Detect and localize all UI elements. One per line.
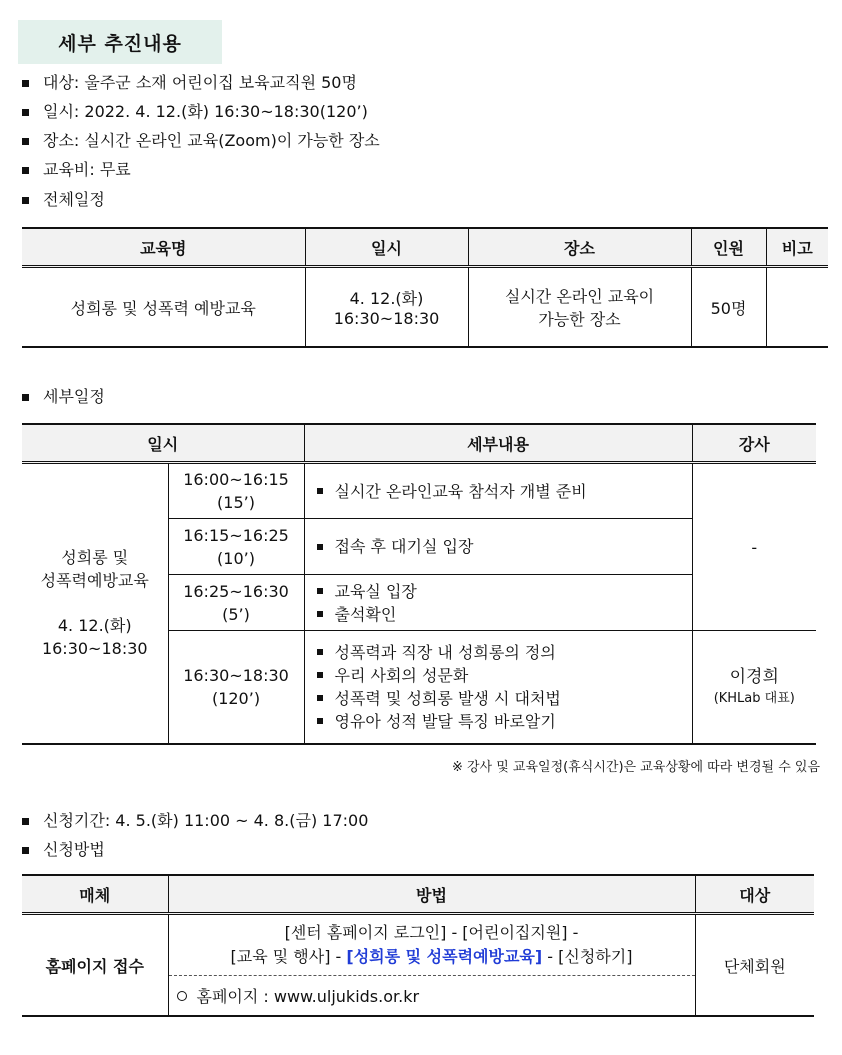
- schedule-label-item: [22, 189, 105, 211]
- place-item: [22, 130, 380, 152]
- square-bullet-icon: [317, 718, 323, 724]
- highlight-course: [성희롱 및 성폭력예방교육]: [346, 947, 543, 966]
- instructor-cell: 이경희 (KHLab 대표): [692, 631, 816, 744]
- header-audience: 대상: [695, 875, 814, 914]
- header-instructor: 강사: [692, 424, 816, 463]
- fee-text: 교육비: 무료: [43, 160, 131, 179]
- detail-table: [22, 423, 816, 745]
- table-row: [22, 914, 814, 1017]
- method-label: 신청방법: [43, 840, 105, 859]
- target-item: [22, 72, 357, 94]
- header-place: 장소: [468, 228, 691, 267]
- header-content: 세부내용: [304, 424, 692, 463]
- medium-cell: 홈페이지 접수: [22, 914, 168, 1017]
- square-bullet-icon: [317, 611, 323, 617]
- content-cell: 실시간 온라인교육 참석자 개별 준비: [304, 463, 692, 519]
- period-item: [22, 810, 368, 832]
- target-text: 대상: 울주군 소재 어린이집 보육교직원 50명: [43, 73, 357, 92]
- square-bullet-icon: [22, 167, 29, 174]
- method-path: [센터 홈페이지 로그인] - [어린이집지원] - [교육 및 행사] - [성희롱 및 성폭력예방교육] - [신청하기]: [169, 915, 695, 976]
- square-bullet-icon: [317, 488, 323, 494]
- audience-cell: 단체회원: [695, 914, 814, 1017]
- homepage-line: [169, 976, 695, 1015]
- course-remark: [766, 267, 828, 348]
- place-text: 장소: 실시간 온라인 교육(Zoom)이 가능한 장소: [43, 131, 380, 150]
- fee-item: [22, 159, 131, 181]
- header-count: 인원: [691, 228, 766, 267]
- datetime-item: [22, 101, 368, 123]
- time-cell: 16:00~16:15 (15’): [168, 463, 304, 519]
- homepage-link[interactable]: 홈페이지 : www.uljukids.or.kr: [196, 987, 420, 1006]
- detail-label: 세부일정: [43, 387, 105, 406]
- header-date: 일시: [305, 228, 468, 267]
- course-count: 50명: [691, 267, 766, 348]
- application-table: [22, 874, 814, 1017]
- square-bullet-icon: [22, 138, 29, 145]
- content-cell: 교육실 입장 출석확인: [304, 575, 692, 631]
- header-course-name: 교육명: [22, 228, 305, 267]
- method-cell: [168, 914, 695, 1017]
- header-medium: 매체: [22, 875, 168, 914]
- square-bullet-icon: [22, 394, 29, 401]
- square-bullet-icon: [317, 544, 323, 550]
- header-datetime: 일시: [22, 424, 304, 463]
- circle-bullet-icon: [177, 991, 187, 1001]
- square-bullet-icon: [22, 80, 29, 87]
- content-cell: 접속 후 대기실 입장: [304, 519, 692, 575]
- schedule-label: 전체일정: [43, 190, 105, 209]
- square-bullet-icon: [317, 588, 323, 594]
- square-bullet-icon: [317, 672, 323, 678]
- datetime-text: 일시: 2022. 4. 12.(화) 16:30~18:30(120’): [43, 102, 368, 121]
- period-text: 신청기간: 4. 5.(화) 11:00 ~ 4. 8.(금) 17:00: [43, 811, 369, 830]
- method-label-item: [22, 839, 105, 861]
- square-bullet-icon: [22, 109, 29, 116]
- session-cell: 성희롱 및 성폭력예방교육 4. 12.(화) 16:30~18:30: [22, 463, 168, 744]
- header-remark: 비고: [766, 228, 828, 267]
- square-bullet-icon: [317, 649, 323, 655]
- detail-label-item: [22, 386, 105, 408]
- header-method: 방법: [168, 875, 695, 914]
- table-row: [22, 267, 828, 348]
- time-cell: 16:25~16:30 (5’): [168, 575, 304, 631]
- course-place: 실시간 온라인 교육이 가능한 장소: [468, 267, 691, 348]
- table-row: [22, 463, 816, 519]
- overview-table: [22, 227, 828, 348]
- section-title: 세부 추진내용: [18, 20, 222, 64]
- square-bullet-icon: [317, 695, 323, 701]
- time-cell: 16:15~16:25 (10’): [168, 519, 304, 575]
- square-bullet-icon: [22, 197, 29, 204]
- course-date: 4. 12.(화) 16:30~18:30: [305, 267, 468, 348]
- time-cell: 16:30~18:30 (120’): [168, 631, 304, 744]
- instructor-top: -: [692, 463, 816, 631]
- square-bullet-icon: [22, 847, 29, 854]
- square-bullet-icon: [22, 818, 29, 825]
- content-cell: 성폭력과 직장 내 성희롱의 정의 우리 사회의 성문화 성폭력 및 성희롱 발생 시 대처법 영유아 성적 발달 특징 바로알기: [304, 631, 692, 744]
- course-name: 성희롱 및 성폭력 예방교육: [22, 267, 305, 348]
- notice-text: ※ 강사 및 교육일정(휴식시간)은 교육상황에 따라 변경될 수 있음: [451, 760, 820, 775]
